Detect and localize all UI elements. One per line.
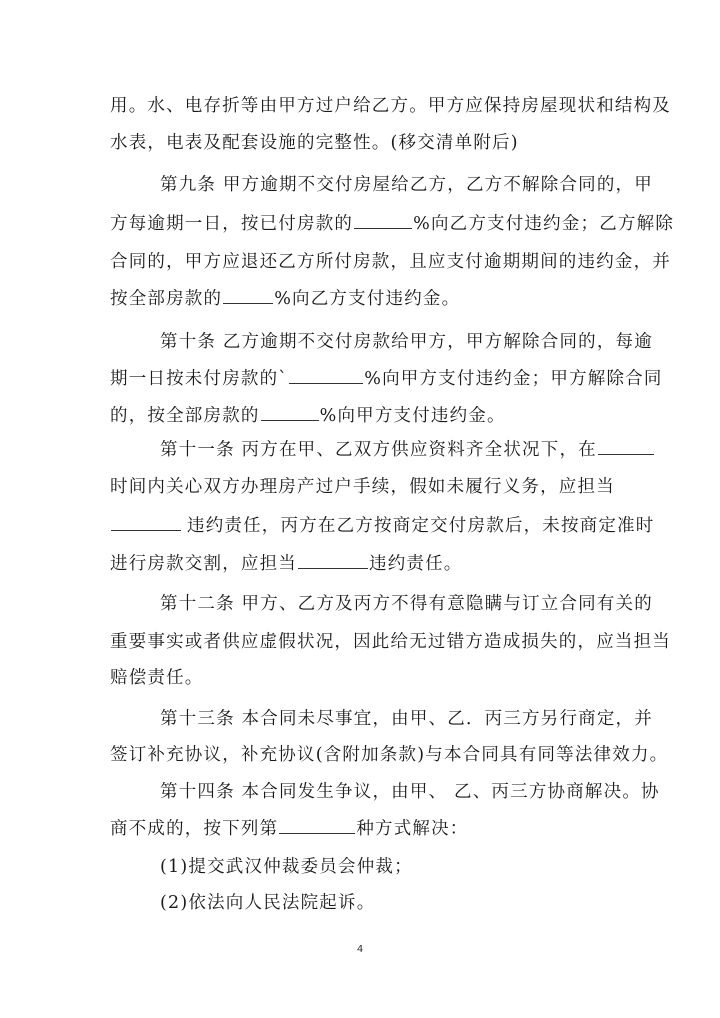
text-line: 赔偿责任。 (110, 668, 204, 688)
fill-blank (279, 817, 355, 834)
text-line: 签订补充协议，补充协议(含附加条款)与本合同具有同等法律效力。 (110, 745, 669, 765)
article-heading-line: 第十四条 本合同发生争议，由甲、 乙、丙三方协商解决。协 (160, 782, 660, 802)
text-line: 的，按全部房款的 %向甲方支付违约金。 (110, 406, 506, 426)
text-line: 商不成的，按下列第 种方式解决： (110, 819, 469, 839)
list-item: (1)提交武汉仲裁委员会仲裁； (160, 857, 413, 877)
article-heading-line: 第九条 甲方逾期不交付房屋给乙方，乙方不解除合同的，甲 (160, 175, 653, 195)
fill-blank (354, 212, 412, 229)
text-line: 重要事实或者供应虚假状况，因此给无过错方造成损失的，应当担当 (110, 632, 671, 652)
text-line: 进行房款交割，应担当 违约责任。 (110, 554, 463, 574)
text-line: 时间内关心双方办理房产过户手续，假如未履行义务，应担当 (110, 477, 615, 497)
article-heading-line: 第十一条 丙方在甲、乙双方供应资料齐全状况下，在 (160, 438, 655, 462)
text-line: 违约责任，丙方在乙方按商定交付房款后，未按商定准时 (110, 514, 655, 538)
text-line: 用。水、电存折等由甲方过户给乙方。甲方应保持房屋现状和结构及 (110, 96, 671, 116)
fill-blank (289, 367, 363, 384)
list-item: (2)依法向人民法院起诉。 (160, 893, 376, 913)
fill-blank (111, 514, 181, 531)
text-line: 按全部房款的 %向乙方支付违约金。 (110, 289, 461, 309)
article-heading-line: 第十条 乙方逾期不交付房款给甲方，甲方解除合同的，每逾 (160, 332, 653, 352)
article-heading-line: 第十三条 本合同未尽事宜，由甲、乙．丙三方另行商定，并 (160, 709, 653, 729)
article-heading-line: 第十二条 甲方、乙方及丙方不得有意隐瞒与订立合同有关的 (160, 594, 653, 614)
text-line: 方每逾期一日，按已付房款的 %向乙方支付违约金；乙方解除 (110, 214, 675, 234)
text-line: 合同的，甲方应退还乙方所付房款，且应支付逾期期间的违约金，并 (110, 252, 671, 272)
text-line: 期一日按未付房款的` %向甲方支付违约金；甲方解除合同 (110, 369, 663, 389)
fill-blank (261, 404, 319, 421)
fill-blank (298, 552, 368, 569)
fill-blank (223, 287, 273, 304)
fill-blank (598, 438, 654, 455)
text-line: 水表，电表及配套设施的完整性。(移交清单附后) (110, 133, 519, 153)
page-number: 4 (356, 944, 364, 955)
